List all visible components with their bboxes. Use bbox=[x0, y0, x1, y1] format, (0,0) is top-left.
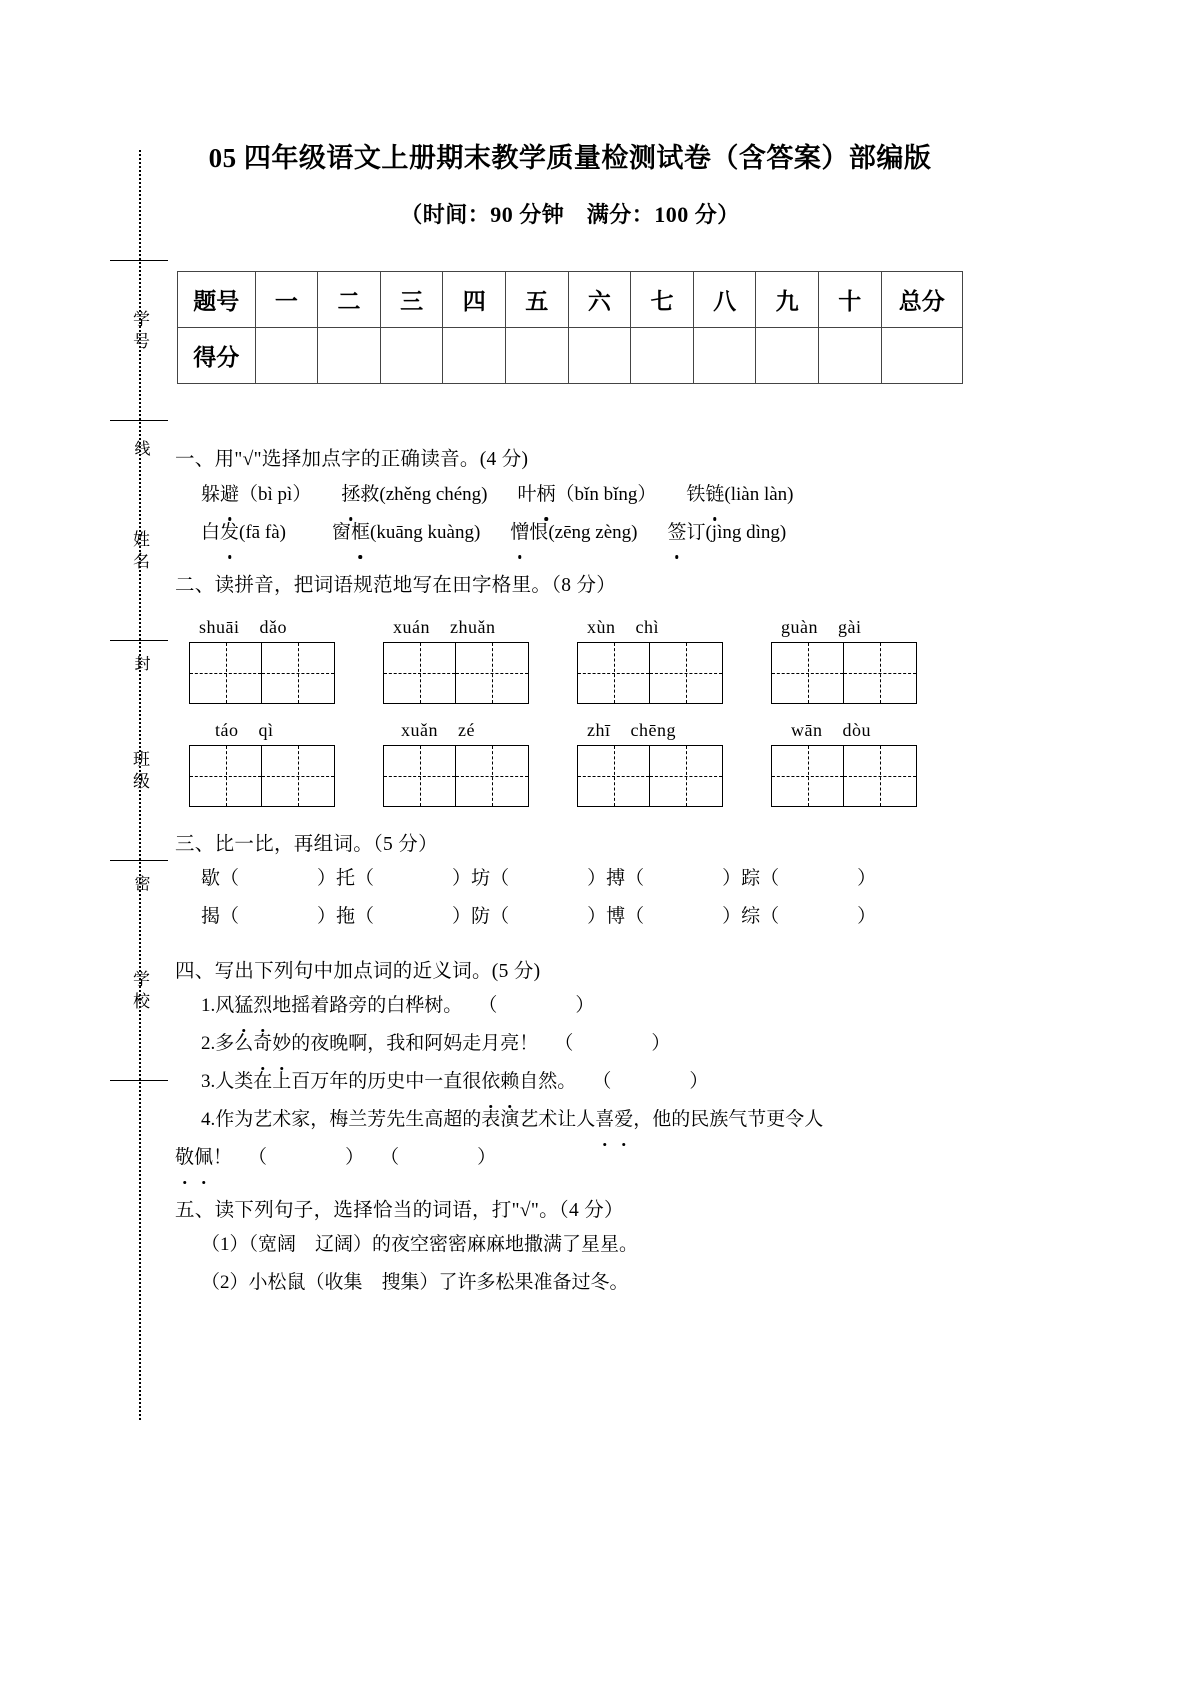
score-table-row-label-question: 题号 bbox=[178, 272, 256, 328]
question-5-item-2[interactable] bbox=[175, 1264, 965, 1302]
score-cell-1[interactable] bbox=[255, 328, 318, 384]
q4-text: 人类在上百万年的历史中一直很 bbox=[215, 1071, 482, 1093]
q4-dotted-word-2: 赖 bbox=[500, 1063, 519, 1101]
tianzige-box[interactable] bbox=[383, 642, 531, 704]
q1-item-7[interactable] bbox=[510, 522, 637, 543]
question-4-heading: 四、写出下列句中加点词的近义词。(5 分) bbox=[175, 961, 541, 982]
q2-pinyin-2: qì bbox=[258, 719, 274, 740]
question-5-heading: 五、读下列句子，选择恰当的词语，打"√"。（4 分） bbox=[175, 1200, 624, 1222]
tianzige-box[interactable] bbox=[577, 642, 725, 704]
sealing-strip bbox=[108, 150, 178, 1420]
q1-item-4[interactable] bbox=[686, 484, 793, 505]
q1-pinyin[interactable]: (zēng zèng) bbox=[548, 521, 638, 543]
tianzige-box[interactable] bbox=[771, 745, 919, 807]
score-cell-6[interactable] bbox=[568, 328, 631, 384]
tianzige-box[interactable] bbox=[189, 745, 337, 807]
q2-pinyin-group-6 bbox=[383, 720, 577, 741]
seal-mark-seal: 封 bbox=[132, 655, 149, 671]
question-4-item-2: 2.多么奇妙的夜晚啊，我和阿妈走月亮！ （ ） bbox=[175, 1025, 965, 1063]
q4-text: 自然。 bbox=[519, 1071, 577, 1093]
seal-label-student-id: 学号 bbox=[130, 310, 149, 354]
score-cell-3[interactable] bbox=[380, 328, 443, 384]
q2-pinyin-group-2 bbox=[383, 617, 577, 638]
question-5-item-1[interactable] bbox=[175, 1226, 965, 1264]
tianzige-cell[interactable] bbox=[383, 745, 456, 807]
q4-item-number: 3. bbox=[201, 1071, 216, 1093]
q3-prompt: 博（ bbox=[606, 906, 645, 927]
question-3 bbox=[175, 829, 965, 936]
question-4-item-4-line-1 bbox=[175, 1101, 965, 1139]
score-cell-total[interactable] bbox=[881, 328, 962, 384]
seal-mark-line: 线 bbox=[132, 440, 149, 456]
question-2-pinyin-row-2 bbox=[175, 720, 965, 741]
question-1-row-1 bbox=[175, 476, 965, 514]
q1-pinyin[interactable]: (kuāng kuàng) bbox=[370, 521, 481, 543]
q4-dotted-word-1: 喜 bbox=[595, 1101, 614, 1139]
q4-text: ，他的民族气节更令人 bbox=[633, 1109, 824, 1131]
q1-item-5[interactable] bbox=[201, 522, 286, 543]
q3-close-paren: ） bbox=[317, 868, 337, 889]
q1-dotted-char: 柄 bbox=[537, 476, 556, 514]
q2-pinyin-2: zhuǎn bbox=[450, 616, 496, 637]
score-cell-8[interactable] bbox=[693, 328, 756, 384]
score-table bbox=[177, 271, 963, 384]
seal-label-name: 姓名 bbox=[130, 530, 149, 574]
q4-dotted-word-1: 猛 bbox=[234, 987, 253, 1025]
tianzige-cell[interactable] bbox=[844, 642, 917, 704]
score-col-2: 二 bbox=[318, 272, 381, 328]
q2-pinyin-2: zé bbox=[458, 719, 475, 740]
q3-prompt: 搏（ bbox=[606, 868, 645, 889]
question-4-item-3: 3.人类在上百万年的历史中一直很依赖自然。 （ ） bbox=[175, 1063, 965, 1101]
question-3-heading: 三、比一比，再组词。（5 分） bbox=[175, 833, 438, 855]
seal-rule bbox=[110, 640, 168, 641]
question-3-row-1 bbox=[175, 860, 965, 898]
q4-text: 的夜晚啊，我和阿妈走月亮！ bbox=[291, 1033, 539, 1055]
score-cell-5[interactable] bbox=[505, 328, 568, 384]
score-cell-7[interactable] bbox=[631, 328, 694, 384]
q2-pinyin-group-4 bbox=[771, 617, 965, 638]
tianzige-cell[interactable] bbox=[189, 642, 262, 704]
question-2-heading: 二、读拼音，把词语规范地写在田字格里。（8 分） bbox=[175, 574, 617, 596]
tianzige-cell[interactable] bbox=[383, 642, 456, 704]
seal-label-class: 班级 bbox=[130, 750, 149, 794]
page-title: 05 四年级语文上册期末教学质量检测试卷（含答案）部编版 bbox=[208, 143, 932, 173]
question-2-grid-row-2 bbox=[175, 745, 965, 807]
score-cell-10[interactable] bbox=[818, 328, 881, 384]
seal-rule bbox=[110, 860, 168, 861]
q1-char: 恨 bbox=[529, 521, 549, 543]
q1-char: 救 bbox=[360, 483, 380, 505]
q3-close-paren: ） bbox=[722, 906, 742, 927]
q1-dotted-char: 避 bbox=[220, 476, 239, 514]
score-col-6: 六 bbox=[568, 272, 631, 328]
q1-pinyin[interactable]: (liàn làn) bbox=[724, 483, 794, 505]
q2-grid-group-8 bbox=[771, 745, 965, 807]
tianzige-cell[interactable] bbox=[844, 745, 917, 807]
score-col-1: 一 bbox=[255, 272, 318, 328]
q4-dotted-word-4: 佩 bbox=[194, 1139, 213, 1177]
tianzige-cell[interactable] bbox=[650, 642, 723, 704]
q2-pinyin-group-7 bbox=[577, 720, 771, 741]
q5-item-number: （2） bbox=[201, 1272, 249, 1294]
q5-item-number: （1） bbox=[201, 1234, 249, 1256]
q2-grid-group-2 bbox=[383, 642, 577, 704]
question-1 bbox=[175, 444, 965, 551]
q4-text: 地摇着路旁的白桦树。 bbox=[272, 995, 463, 1017]
q1-dotted-char: 憎 bbox=[510, 514, 529, 552]
q4-dotted-word-1: 奇 bbox=[253, 1025, 272, 1063]
q2-pinyin-1: guàn bbox=[781, 616, 818, 637]
tianzige-cell[interactable] bbox=[456, 642, 529, 704]
question-1-row-2 bbox=[175, 514, 965, 552]
q2-pinyin-1: xùn bbox=[587, 616, 616, 637]
question-1-heading: 一、用"√"选择加点字的正确读音。(4 分) bbox=[175, 449, 529, 471]
q3-close-paren: ） bbox=[587, 868, 607, 889]
question-2-grid-row-1 bbox=[175, 642, 965, 704]
q2-grid-group-1 bbox=[189, 642, 383, 704]
score-col-4: 四 bbox=[443, 272, 506, 328]
q4-dotted-word-2: 烈 bbox=[253, 987, 272, 1025]
q1-dotted-char: 拯 bbox=[341, 476, 360, 514]
tianzige-cell[interactable] bbox=[771, 745, 844, 807]
seal-rule bbox=[110, 1080, 168, 1081]
question-2 bbox=[175, 570, 965, 807]
q1-dotted-char: 链 bbox=[705, 476, 724, 514]
tianzige-cell[interactable] bbox=[189, 745, 262, 807]
tianzige-box[interactable] bbox=[577, 745, 725, 807]
score-table-row-label-score: 得分 bbox=[178, 328, 256, 384]
question-3-row-2 bbox=[175, 898, 965, 936]
q3-prompt: 拖（ bbox=[336, 906, 375, 927]
q1-pinyin[interactable]: (zhěng chéng) bbox=[379, 483, 488, 505]
q4-item-number: 2. bbox=[201, 1033, 216, 1055]
q4-dotted-word-2: 妙 bbox=[272, 1025, 291, 1063]
q1-pinyin[interactable]: (jìng dìng) bbox=[705, 521, 787, 543]
q5-text: （宽阔 辽阔）的夜空密密麻麻地撒满了星星。 bbox=[248, 1234, 639, 1256]
score-cell-9[interactable] bbox=[756, 328, 819, 384]
score-table-wrapper bbox=[175, 271, 965, 384]
q3-close-paren: ） bbox=[587, 906, 607, 927]
q2-pinyin-group-5 bbox=[189, 720, 383, 741]
q2-grid-group-4 bbox=[771, 642, 965, 704]
score-col-7: 七 bbox=[631, 272, 694, 328]
score-col-total: 总分 bbox=[881, 272, 962, 328]
question-2-pinyin-row-1 bbox=[175, 617, 965, 638]
q2-grid-group-3 bbox=[577, 642, 771, 704]
q1-pinyin[interactable]: （bǐn bǐng） bbox=[555, 483, 657, 505]
q3-prompt: 踪（ bbox=[741, 868, 780, 889]
q2-pinyin-1: xuán bbox=[393, 616, 430, 637]
question-4-item-1: 1.风猛烈地摇着路旁的白桦树。 （ ） bbox=[175, 987, 965, 1025]
q2-pinyin-2: chì bbox=[635, 616, 659, 637]
question-5 bbox=[175, 1195, 965, 1302]
question-4 bbox=[175, 956, 965, 1177]
q1-char: 铁 bbox=[686, 483, 706, 505]
tianzige-box[interactable] bbox=[189, 642, 337, 704]
q1-pinyin[interactable]: (fā fà) bbox=[239, 521, 286, 543]
q3-close-paren: ） bbox=[452, 868, 472, 889]
q1-char: 白 bbox=[201, 521, 221, 543]
q2-pinyin-group-3 bbox=[577, 617, 771, 638]
score-col-8: 八 bbox=[693, 272, 756, 328]
q4-text: 作为艺术家，梅兰芳先生高超的表演艺术让人 bbox=[215, 1109, 596, 1131]
q2-grid-group-5 bbox=[189, 745, 383, 807]
q1-item-8[interactable] bbox=[667, 522, 786, 543]
tianzige-box[interactable] bbox=[771, 642, 919, 704]
q1-item-2[interactable] bbox=[341, 484, 487, 505]
table-row-headers bbox=[178, 272, 963, 328]
q3-close-paren: ） bbox=[452, 906, 472, 927]
score-cell-4[interactable] bbox=[443, 328, 506, 384]
q5-text: 小松鼠（收集 搜集）了许多松果准备过冬。 bbox=[248, 1272, 629, 1294]
exam-paper bbox=[175, 0, 965, 1302]
q1-char: 叶 bbox=[517, 483, 537, 505]
q2-pinyin-group-8 bbox=[771, 720, 965, 741]
q3-close-paren: ） bbox=[857, 906, 877, 927]
q2-pinyin-1: xuǎn bbox=[401, 719, 438, 740]
q2-grid-group-7 bbox=[577, 745, 771, 807]
q4-text: ！ bbox=[213, 1147, 233, 1169]
table-row-scores bbox=[178, 328, 963, 384]
q2-pinyin-1: wān bbox=[791, 719, 823, 740]
q2-pinyin-1: táo bbox=[215, 719, 239, 740]
q4-item-number: 1. bbox=[201, 995, 216, 1017]
q3-prompt: 综（ bbox=[741, 906, 780, 927]
page-subtitle: （时间：90 分钟 满分：100 分） bbox=[400, 202, 740, 228]
q3-prompt: 防（ bbox=[471, 906, 510, 927]
q4-text: 多么 bbox=[215, 1033, 254, 1055]
q3-prompt: 坊（ bbox=[471, 868, 510, 889]
tianzige-cell[interactable] bbox=[262, 745, 335, 807]
tianzige-cell[interactable] bbox=[577, 745, 650, 807]
q2-pinyin-1: shuāi bbox=[199, 616, 240, 637]
seal-mark-secret: 密 bbox=[132, 875, 149, 891]
q1-item-1[interactable] bbox=[201, 484, 311, 505]
q3-close-paren: ） bbox=[857, 868, 877, 889]
tianzige-cell[interactable] bbox=[456, 745, 529, 807]
q2-pinyin-1: zhī bbox=[587, 719, 611, 740]
q3-prompt: 歇（ bbox=[201, 868, 240, 889]
score-col-3: 三 bbox=[380, 272, 443, 328]
q2-grid-group-6 bbox=[383, 745, 577, 807]
tianzige-cell[interactable] bbox=[262, 642, 335, 704]
q2-pinyin-2: dǎo bbox=[259, 616, 287, 637]
seal-rule bbox=[110, 420, 168, 421]
score-cell-2[interactable] bbox=[318, 328, 381, 384]
q2-pinyin-group-1 bbox=[189, 617, 383, 638]
q2-pinyin-2: dòu bbox=[842, 719, 871, 740]
tianzige-box[interactable] bbox=[383, 745, 531, 807]
q1-dotted-char: 签 bbox=[667, 514, 686, 552]
score-col-5: 五 bbox=[505, 272, 568, 328]
seal-label-school: 学校 bbox=[130, 970, 149, 1014]
q1-char: 窗 bbox=[331, 521, 351, 543]
q4-dotted-word-1: 依 bbox=[481, 1063, 500, 1101]
q3-prompt: 揭（ bbox=[201, 906, 240, 927]
q2-pinyin-2: gài bbox=[838, 616, 862, 637]
q3-close-paren: ） bbox=[317, 906, 337, 927]
q1-item-3[interactable] bbox=[518, 484, 657, 505]
q1-item-6[interactable] bbox=[332, 522, 480, 543]
tianzige-cell[interactable] bbox=[650, 745, 723, 807]
question-4-item-4-line-2: 敬佩！ （ ） （ ） bbox=[175, 1139, 965, 1177]
q1-pinyin[interactable]: （bì pì） bbox=[239, 483, 312, 505]
score-col-10: 十 bbox=[818, 272, 881, 328]
q1-dotted-char: 框 bbox=[351, 514, 370, 552]
q3-close-paren: ） bbox=[722, 868, 742, 889]
q1-char: 躲 bbox=[201, 483, 221, 505]
q4-dotted-word-3: 敬 bbox=[175, 1139, 194, 1177]
q4-dotted-word-2: 爱 bbox=[614, 1101, 633, 1139]
q1-char: 订 bbox=[686, 521, 706, 543]
q4-item-number: 4. bbox=[201, 1109, 216, 1131]
tianzige-cell[interactable] bbox=[577, 642, 650, 704]
score-col-9: 九 bbox=[756, 272, 819, 328]
tianzige-cell[interactable] bbox=[771, 642, 844, 704]
q3-prompt: 托（ bbox=[336, 868, 375, 889]
seal-rule bbox=[110, 260, 168, 261]
q4-text: 风 bbox=[215, 995, 235, 1017]
q2-pinyin-2: chēng bbox=[630, 719, 676, 740]
q1-dotted-char: 发 bbox=[220, 514, 239, 552]
